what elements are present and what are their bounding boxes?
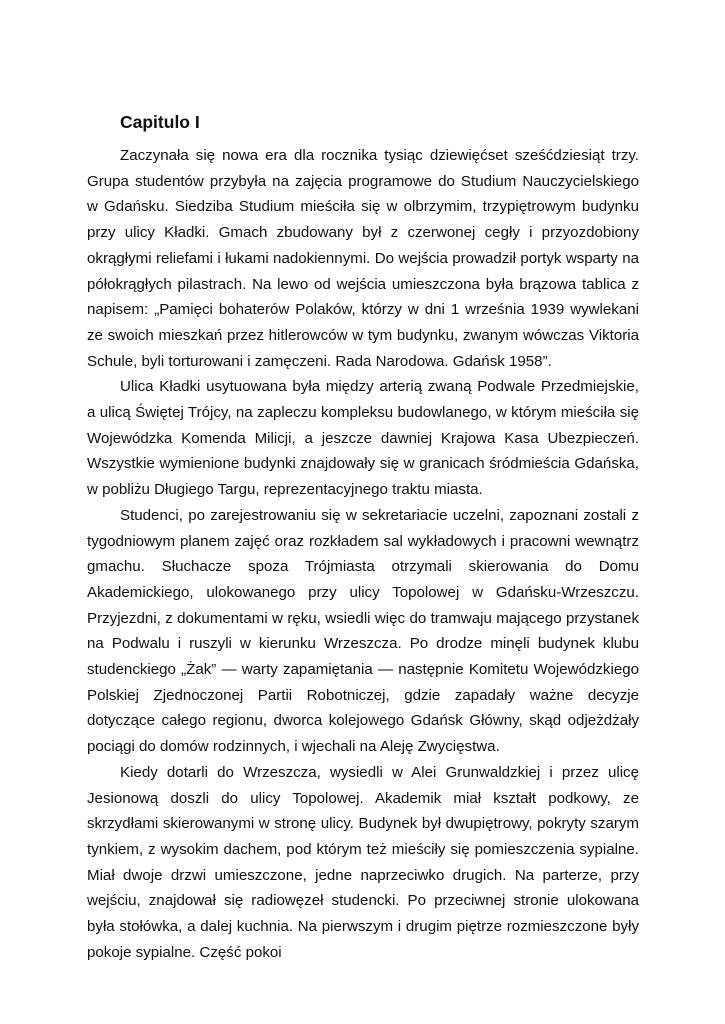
paragraph-3: Studenci, po zarejestrowaniu się w sekretariacie uczelni, zapoznani zostali z tygodniowym planem zajęć oraz rozkładem sal wykładowych i pracowni wewnątrz gmachu. Słuchacze spoza Trójmiasta otrzymali skierowania do Domu Akademickiego, ulokowanego przy ulicy Topolowej w Gdańsku-Wrzeszczu. Przyjezdni, z dokumentami w ręku, wsiedli więc do tramwaju mającego przystanek na Podwalu i ruszyli w kierunku Wrzeszcza. Po drodze minęli budynek klubu studenckiego „Żak” — warty zapamiętania — następnie Komitetu Wojewódzkiego Polskiej Zjednoczonej Partii Robotniczej, gdzie zapadały ważne decyzje dotyczące całego regionu, dworca kolejowego Gdańsk Główny, skąd odjeżdżały pociągi do domów rodzinnych, i wjechali na Aleję Zwycięstwa. bbox=[87, 506, 639, 756]
chapter-title: Capitulo I bbox=[120, 112, 200, 132]
paragraph-2: Ulica Kładki usytuowana była między arterią zwaną Podwale Przedmiejskie, a ulicą Świętej Trójcy, na zapleczu kompleksu budowlanego, w którym mieściła się Wojewódzka Komenda Milicji, a jeszcze dawniej Krajowa Kasa Ubezpieczeń. Wszystkie wymienione budynki znajdowały się w granicach śródmieścia Gdańska, w pobliżu Długiego Targu, reprezentacyjnego traktu miasta. bbox=[87, 378, 639, 499]
paragraph-4: Kiedy dotarli do Wrzeszcza, wysiedli w Alei Grunwaldzkiej i przez ulicę Jesionową doszli do ulicy Topolowej. Akademik miał kształt podkowy, ze skrzydłami skierowanymi w stronę ulicy. Budynek był dwupiętrowy, pokryty szarym tynkiem, z wysokim dachem, pod którym też mieściły się pomieszczenia sypialne. Miał dwoje drzwi umieszczone, jedne naprzeciwko drugich. Na parterze, przy wejściu, znajdował się radiowęzeł studencki. Po przeciwnej stronie ulokowana była stołówka, a dalej kuchnia. Na pierwszym i drugim piętrze rozmieszczone były pokoje sypialne. Część pokoi bbox=[87, 763, 639, 961]
chapter-body bbox=[87, 143, 639, 966]
paragraph-1: Zaczynała się nowa era dla rocznika tysiąc dziewięćset sześćdziesiąt trzy. Grupa studentów przybyła na zajęcia programowe do Studium Nauczycielskiego w Gdańsku. Siedziba Studium mieściła się w olbrzymim, trzypiętrowym budynku przy ulicy Kładki. Gmach zbudowany był z czerwonej cegły i przyozdobiony okrągłymi reliefami i łukami nadokiennymi. Do wejścia prowadził portyk wsparty na półokrągłych pilastrach. Na lewo od wejścia umieszczona była brązowa tablica z napisem: „Pamięci bohaterów Polaków, którzy w dni 1 września 1939 wywlekani ze swoich mieszkań przez hitlerowców w tym budynku, zwanym wówczas Viktoria Schule, byli torturowani i zamęczeni. Rada Narodowa. Gdańsk 1958”. bbox=[87, 147, 639, 370]
